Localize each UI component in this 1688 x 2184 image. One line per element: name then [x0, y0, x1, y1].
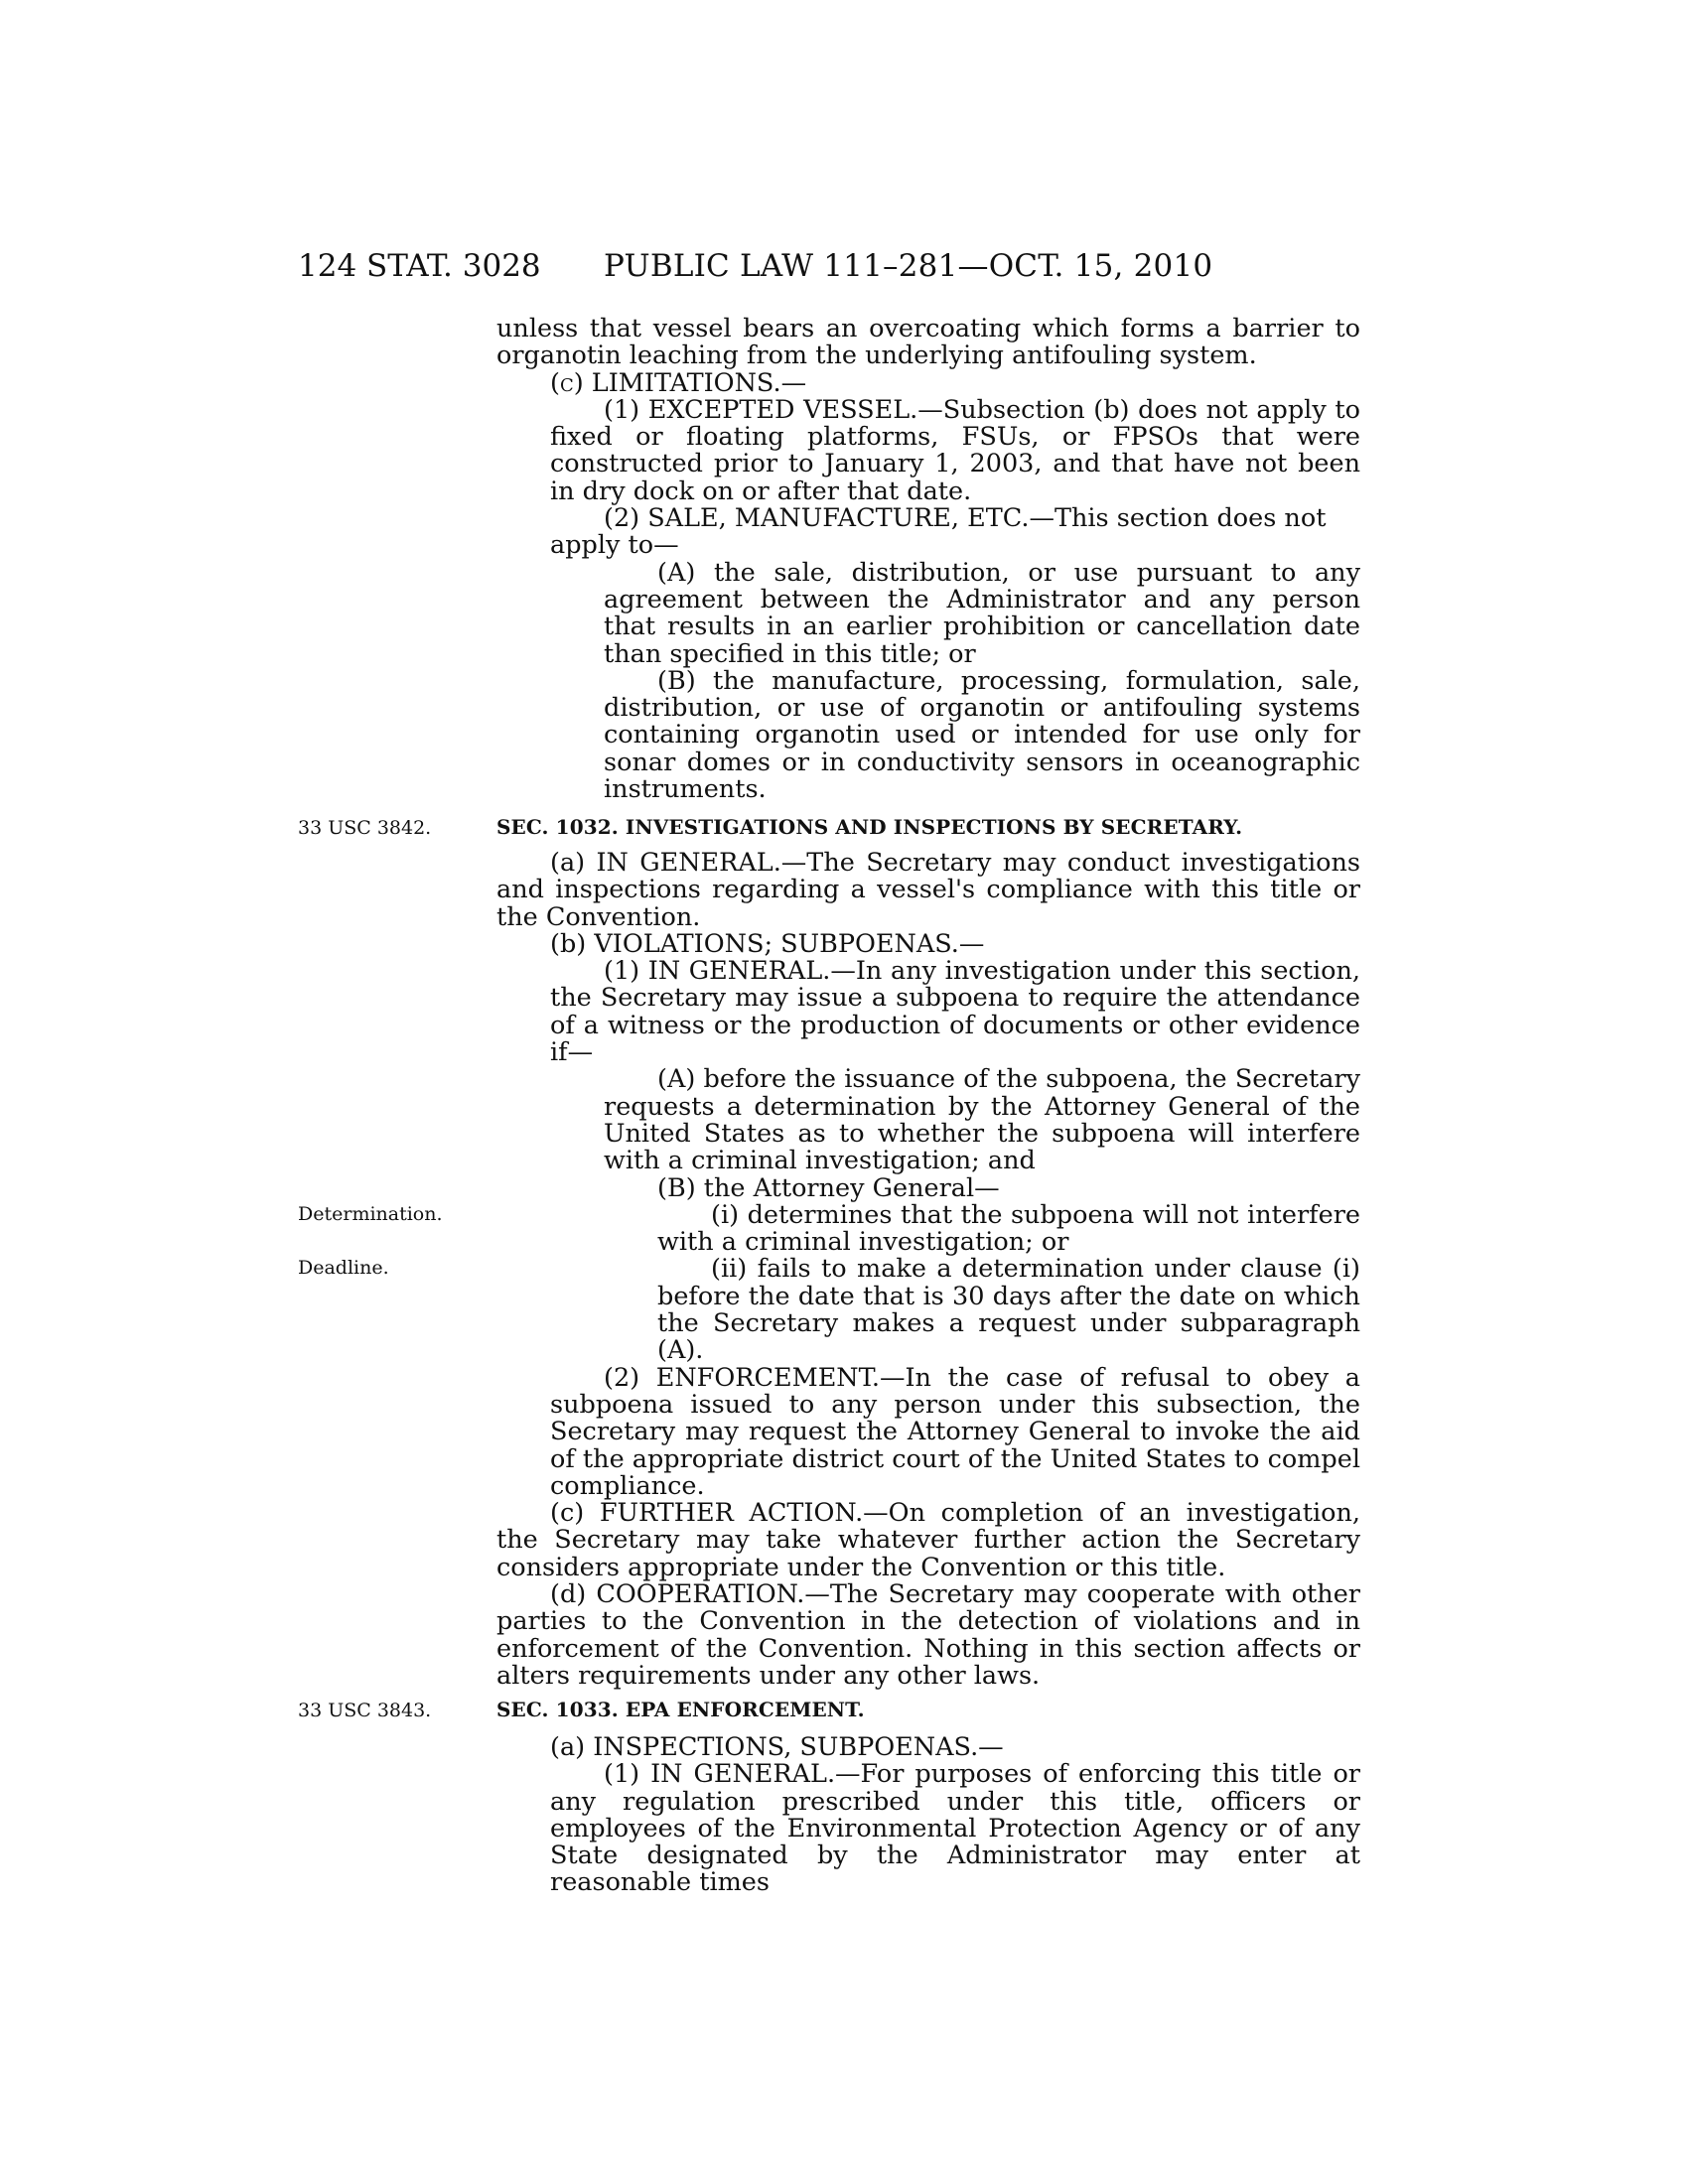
statute-page-number: 124 STAT. 3028: [298, 248, 541, 284]
page-header: [298, 248, 1390, 288]
subsection-a-in-general: (a) IN GENERAL.—The Secretary may conduct investigations and inspections regarding a vessel's compliance with this title or the Convention.: [496, 848, 1360, 932]
section-1032-heading: SEC. 1032. INVESTIGATIONS AND INSPECTIONS BY SECRETARY.: [496, 815, 1243, 839]
clause-b1b-ii: (ii) fails to make a determination under clause (i) before the date that is 30 days after the date on which the Secretary makes a request under subparagraph (A).: [657, 1254, 1360, 1366]
subsection-b-heading: (b) VIOLATIONS; SUBPOENAS.—: [550, 928, 985, 959]
section-1033-body: [496, 1734, 1360, 1897]
paragraph-c2-sale-manufacture: (2) SALE, MANUFACTURE, ETC.—This section does not apply to—: [550, 503, 1327, 561]
section-1033-heading: SEC. 1033. EPA ENFORCEMENT.: [496, 1698, 865, 1721]
subparagraph-c2b: (B) the manufacture, processing, formulation, sale, distribution, or use of organotin or antifouling systems containing organotin used or intended for use only for sonar domes or in conductivity sensors in oceanographic instruments.: [604, 665, 1360, 805]
subsection-d-cooperation: (d) COOPERATION.—The Secretary may cooperate with other parties to the Convention in the detection of violations and in enforcement of the Convention. Nothing in this section affects or alters requirements under any other laws.: [496, 1579, 1360, 1691]
subsection-a-inspections-heading: (a) INSPECTIONS, SUBPOENAS.—: [550, 1732, 1004, 1762]
subsection-c-further-action: (c) FURTHER ACTION.—On completion of an investigation, the Secretary may take whatever further action the Secretary considers appropriate under the Convention or this title.: [496, 1498, 1360, 1582]
margin-note-usc-3843: 33 USC 3843.: [298, 1700, 432, 1721]
clause-b1b-i: (i) determines that the subpoena will not interfere with a criminal investigation; or: [657, 1199, 1360, 1258]
public-law-citation: PUBLIC LAW 111–281—OCT. 15, 2010: [604, 248, 1213, 284]
subparagraph-b1a: (A) before the issuance of the subpoena, the Secretary requests a determination by the Attorney General of the United States as to whether the subpoena will interfere with a criminal investigation; and: [604, 1064, 1360, 1176]
margin-note-determination: Determination.: [298, 1203, 443, 1225]
paragraph-overcoating: unless that vessel bears an overcoating which forms a barrier to organotin leaching from the underlying antifouling system.: [496, 314, 1360, 371]
paragraph-b1-in-general: (1) IN GENERAL.—In any investigation under this section, the Secretary may issue a subpoena to require the attendance of a witness or the production of documents or other evidence if—: [550, 956, 1360, 1068]
subsection-c-heading: (c) LIMITATIONS.—: [550, 367, 807, 398]
margin-note-deadline: Deadline.: [298, 1257, 389, 1279]
subparagraph-b1b: (B) the Attorney General—: [657, 1172, 1000, 1203]
section-1032-body: [496, 850, 1360, 1690]
paragraph-b2-enforcement: (2) ENFORCEMENT.—In the case of refusal to obey a subpoena issued to any person under this subsection, the Secretary may request the Attorney General to invoke the aid of the appropriate district court of the United States to compel compliance.: [550, 1362, 1360, 1501]
subparagraph-c2a: (A) the sale, distribution, or use pursuant to any agreement between the Administrator and any person that results in an earlier prohibition or cancellation date than specified in this title; or: [604, 557, 1360, 669]
section-1031-continuation: [496, 316, 1360, 803]
margin-note-usc-3842: 33 USC 3842.: [298, 817, 432, 839]
paragraph-a1-in-general: (1) IN GENERAL.—For purposes of enforcing this title or any regulation prescribed under this title, officers or employees of the Environmental Protection Agency or of any State designated by the Administrator may enter at reasonable times: [550, 1759, 1360, 1898]
paragraph-c1-excepted-vessel: (1) EXCEPTED VESSEL.—Subsection (b) does not apply to fixed or floating platforms, FSUs, or FPSOs that were constructed prior to January 1, 2003, and that have not been in dry dock on or after that date.: [550, 394, 1360, 506]
